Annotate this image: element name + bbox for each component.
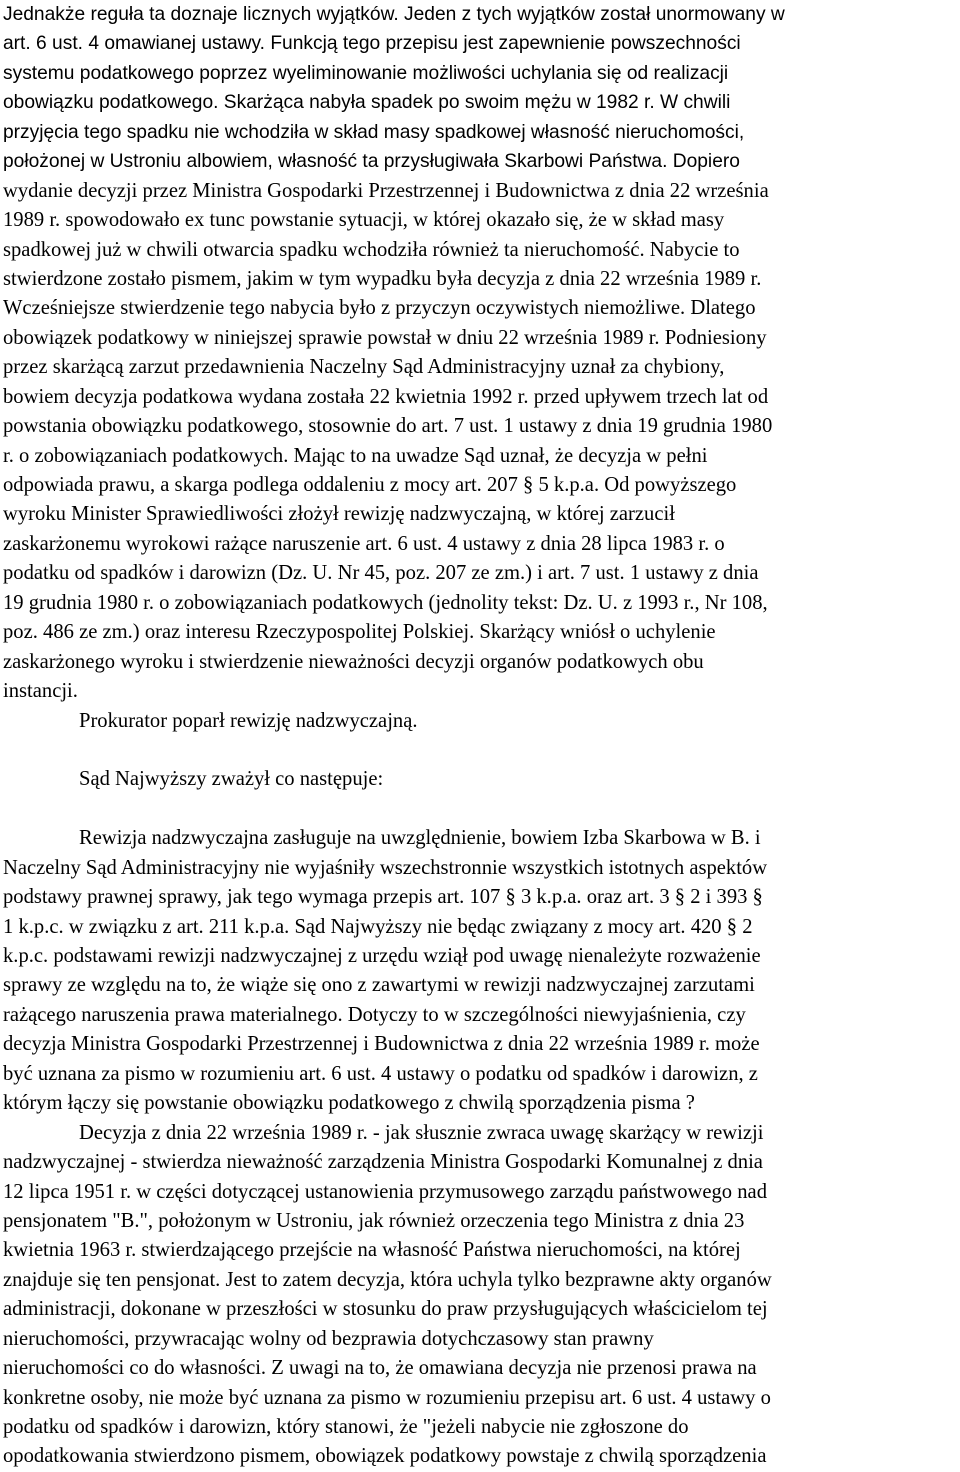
text-line: art. 6 ust. 4 omawianej ustawy. Funkcją tego przepisu jest zapewnienie powszechności: [3, 33, 741, 55]
text-line: kwietnia 1963 r. stwierdzającego przejście na własność Państwa nieruchomości, na której: [3, 1239, 741, 1262]
text-line: obowiązku podatkowego. Skarżąca nabyła spadek po swoim mężu w 1982 r. W chwili: [3, 92, 731, 114]
text-line: wyroku Minister Sprawiedliwości złożył rewizję nadzwyczajną, w której zarzucił: [3, 503, 675, 526]
text-line: instancji.: [3, 680, 78, 703]
text-line: k.p.c. podstawami rewizji nadzwyczajnej z urzędu wziął pod uwagę nienależyte rozważenie: [3, 945, 761, 967]
text-line: podatku od spadków i darowizn, który stanowi, że "jeżeli nabycie nie zgłoszone do: [3, 1416, 689, 1438]
text-line: być uznana za pismo w rozumieniu art. 6 ust. 4 ustawy o podatku od spadków i darowizn, z: [3, 1062, 758, 1085]
text-line: opodatkowania stwierdzono pismem, obowiązek podatkowy powstaje z chwilą sporządzenia: [3, 1445, 767, 1468]
text-line: podstawy prawnej sprawy, jak tego wymaga przepis art. 107 § 3 k.p.a. oraz art. 3 § 2 i 393 §: [3, 886, 763, 909]
document-body: [3, 0, 958, 1472]
text-line: 1989 r. spowodowało ex tunc powstanie sytuacji, w której okazało się, że w skład masy: [3, 209, 725, 232]
text-line: systemu podatkowego poprzez wyeliminowanie możliwości uchylania się od realizacji: [3, 62, 729, 84]
text-line: powstania obowiązku podatkowego, stosownie do art. 7 ust. 1 ustawy z dnia 19 grudnia 1980: [3, 415, 773, 438]
blank-line: [3, 736, 958, 765]
text-line: zaskarżonemu wyrokowi rażące naruszenie art. 6 ust. 4 ustawy z dnia 28 lipca 1983 r. o: [3, 532, 725, 555]
text-line: zaskarżonego wyroku i stwierdzenie nieważności decyzji organów podatkowych obu: [3, 650, 704, 673]
text-line: wydanie decyzji przez Ministra Gospodarki Przestrzennej i Budownictwa z dnia 22 września: [3, 179, 769, 202]
text-line: konkretne osoby, nie może być uznana za pismo w rozumieniu przepisu art. 6 ust. 4 ustawy o: [3, 1386, 771, 1409]
text-line: nadzwyczajnej - stwierdza nieważność zarządzenia Ministra Gospodarki Komunalnej z dnia: [3, 1151, 763, 1174]
text-line: Decyzja z dnia 22 września 1989 r. - jak słusznie zwraca uwagę skarżący w rewizji: [79, 1121, 764, 1144]
text-line: rażącego naruszenia prawa materialnego. Dotyczy to w szczególności niewyjaśnienia, czy: [3, 1003, 746, 1026]
text-line: Jednakże reguła ta doznaje licznych wyjątków. Jeden z tych wyjątków został unormowany w: [3, 4, 785, 25]
text-line: administracji, dokonane w przeszłości w stosunku do praw przysługujących właścicielom tej: [3, 1298, 768, 1321]
text-line: Wcześniejsze stwierdzenie tego nabycia było z przyczyn oczywistych niemożliwe. Dlatego: [3, 297, 756, 320]
text-line: spadkowej już w chwili otwarcia spadku wchodziła również ta nieruchomość. Nabycie to: [3, 238, 740, 261]
text-line: pensjonatem "B.", położonym w Ustroniu, jak również orzeczenia tego Ministra z dnia 23: [3, 1209, 745, 1232]
text-line: Naczelny Sąd Administracyjny nie wyjaśniły wszechstronnie wszystkich istotnych aspektów: [3, 856, 768, 879]
text-line: Sąd Najwyższy zważył co następuje:: [79, 768, 384, 791]
text-line: bowiem decyzja podatkowa wydana została 22 kwietnia 1992 r. przed upływem trzech lat od: [3, 385, 769, 408]
text-line: sprawy ze względu na to, że wiąże się ono z zawartymi w rewizji nadzwyczajnej zarzutami: [3, 974, 755, 997]
text-line: stwierdzone zostało pismem, jakim w tym wypadku była decyzja z dnia 22 września 1989 r.: [3, 267, 762, 290]
text-line: obowiązek podatkowy w niniejszej sprawie powstał w dniu 22 września 1989 r. Podniesiony: [3, 326, 767, 349]
blank-line: [3, 795, 958, 824]
text-line: 1 k.p.c. w związku z art. 211 k.p.a. Sąd Najwyższy nie będąc związany z mocy art. 420 § 2: [3, 915, 753, 938]
text-line: znajduje się ten pensjonat. Jest to zatem decyzja, która uchyla tylko bezprawne akty organów: [3, 1268, 772, 1291]
text-line: decyzja Ministra Gospodarki Przestrzennej i Budownictwa z dnia 22 września 1989 r. może: [3, 1033, 760, 1056]
text-line: nieruchomości co do własności. Z uwagi na to, że omawiana decyzja nie przenosi prawa na: [3, 1357, 757, 1380]
text-line: odpowiada prawu, a skarga podlega oddaleniu z mocy art. 207 § 5 k.p.a. Od powyższego: [3, 474, 737, 496]
text-line: przyjęcia tego spadku nie wchodziła w skład masy spadkowej własność nieruchomości,: [3, 121, 745, 143]
text-line: poz. 486 ze zm.) oraz interesu Rzeczypospolitej Polskiej. Skarżący wniósł o uchylenie: [3, 621, 716, 644]
text-line: 19 grudnia 1980 r. o zobowiązaniach podatkowych (jednolity tekst: Dz. U. z 1993 r., Nr 108,: [3, 591, 768, 614]
text-line: 12 lipca 1951 r. w części dotyczącej ustanowienia przymusowego zarządu państwowego nad: [3, 1180, 767, 1203]
text-line: nieruchomości, przywracając wolny od bezprawia dotychczasowy stan prawny: [3, 1327, 654, 1350]
text-line: położonej w Ustroniu albowiem, własność ta przysługiwała Skarbowi Państwa. Dopiero: [3, 151, 740, 173]
text-line: którym łączy się powstanie obowiązku podatkowego z chwilą sporządzenia pisma ?: [3, 1092, 695, 1115]
text-line: przez skarżącą zarzut przedawnienia Naczelny Sąd Administracyjny uznał za chybiony,: [3, 356, 725, 379]
text-line: Rewizja nadzwyczajna zasługuje na uwzględnienie, bowiem Izba Skarbowa w B. i: [79, 827, 761, 850]
text-line: Prokurator poparł rewizję nadzwyczajną.: [79, 709, 418, 732]
text-line: podatku od spadków i darowizn (Dz. U. Nr 45, poz. 207 ze zm.) i art. 7 ust. 1 ustawy z dnia: [3, 562, 759, 585]
text-line: r. o zobowiązaniach podatkowych. Mając to na uwadze Sąd uznał, że decyzja w pełni: [3, 444, 708, 467]
